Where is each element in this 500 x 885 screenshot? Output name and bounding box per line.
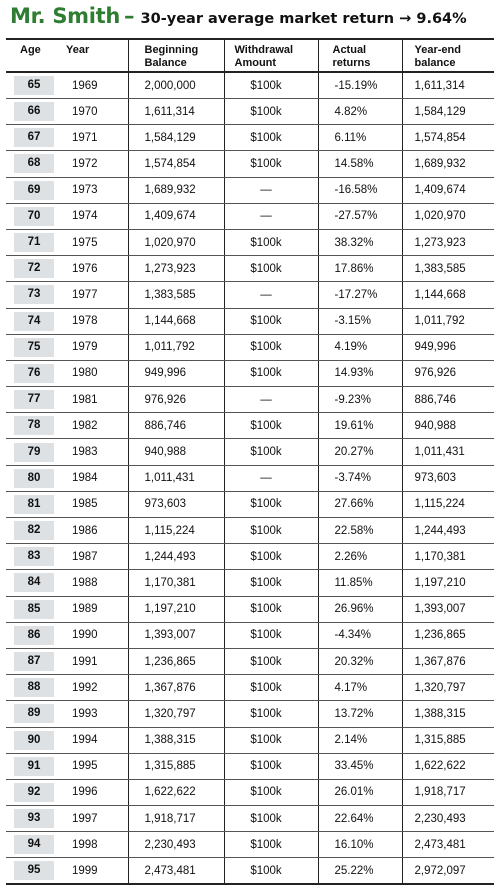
age-cell xyxy=(6,177,62,203)
table-row xyxy=(6,387,494,413)
withdrawal-amount-cell: $100k xyxy=(224,229,318,255)
returns-table xyxy=(6,38,494,885)
year-cell: 1995 xyxy=(62,753,128,779)
table-row xyxy=(6,334,494,360)
age-cell xyxy=(6,596,62,622)
age-cell xyxy=(6,832,62,858)
year-end-balance-cell: 1,011,431 xyxy=(402,439,494,465)
beginning-balance-cell: 976,926 xyxy=(128,387,224,413)
title-dash: – xyxy=(124,4,135,28)
age-badge: 70 xyxy=(14,207,54,226)
year-end-balance-cell: 1,115,224 xyxy=(402,491,494,517)
table-row xyxy=(6,465,494,491)
table-row xyxy=(6,491,494,517)
year-cell: 1984 xyxy=(62,465,128,491)
year-cell: 1974 xyxy=(62,203,128,229)
table-row xyxy=(6,439,494,465)
actual-returns-cell: -3.15% xyxy=(318,308,402,334)
beginning-balance-cell: 1,197,210 xyxy=(128,596,224,622)
client-name: Mr. Smith xyxy=(10,4,121,28)
age-badge: 92 xyxy=(14,783,54,802)
withdrawal-amount-cell: $100k xyxy=(224,806,318,832)
withdrawal-amount-cell: $100k xyxy=(224,832,318,858)
year-end-balance-cell: 1,409,674 xyxy=(402,177,494,203)
actual-returns-cell: 16.10% xyxy=(318,832,402,858)
beginning-balance-cell: 1,011,792 xyxy=(128,334,224,360)
beginning-balance-cell: 1,918,717 xyxy=(128,806,224,832)
withdrawal-amount-cell: $100k xyxy=(224,753,318,779)
age-cell xyxy=(6,779,62,805)
year-cell: 1992 xyxy=(62,675,128,701)
year-end-balance-cell: 1,574,854 xyxy=(402,125,494,151)
year-end-balance-cell: 1,388,315 xyxy=(402,701,494,727)
age-cell xyxy=(6,701,62,727)
withdrawal-amount-cell: — xyxy=(224,387,318,413)
actual-returns-cell: 17.86% xyxy=(318,256,402,282)
page-title xyxy=(10,4,467,34)
beginning-balance-cell: 1,115,224 xyxy=(128,518,224,544)
age-cell xyxy=(6,72,62,99)
age-cell xyxy=(6,544,62,570)
header-year: Year xyxy=(62,39,128,72)
year-end-balance-cell: 2,230,493 xyxy=(402,806,494,832)
table-row xyxy=(6,675,494,701)
year-cell: 1971 xyxy=(62,125,128,151)
age-cell xyxy=(6,648,62,674)
year-cell: 1970 xyxy=(62,99,128,125)
year-cell: 1972 xyxy=(62,151,128,177)
year-end-balance-cell: 1,622,622 xyxy=(402,753,494,779)
age-badge: 73 xyxy=(14,285,54,304)
year-end-balance-cell: 976,926 xyxy=(402,360,494,386)
table-row xyxy=(6,779,494,805)
beginning-balance-cell: 1,244,493 xyxy=(128,544,224,570)
withdrawal-amount-cell: $100k xyxy=(224,491,318,517)
table-row xyxy=(6,570,494,596)
header-year-end-balance: Year-end balance xyxy=(402,39,494,72)
table-row xyxy=(6,282,494,308)
age-badge: 94 xyxy=(14,835,54,854)
table-row xyxy=(6,753,494,779)
withdrawal-amount-cell: $100k xyxy=(224,72,318,99)
age-cell xyxy=(6,387,62,413)
age-badge: 79 xyxy=(14,443,54,462)
year-cell: 1993 xyxy=(62,701,128,727)
year-cell: 1988 xyxy=(62,570,128,596)
age-cell xyxy=(6,806,62,832)
table-row xyxy=(6,727,494,753)
year-cell: 1987 xyxy=(62,544,128,570)
year-end-balance-cell: 1,197,210 xyxy=(402,570,494,596)
withdrawal-amount-cell: $100k xyxy=(224,648,318,674)
year-cell: 1979 xyxy=(62,334,128,360)
age-cell xyxy=(6,465,62,491)
year-cell: 1990 xyxy=(62,622,128,648)
beginning-balance-cell: 1,236,865 xyxy=(128,648,224,674)
year-end-balance-cell: 1,244,493 xyxy=(402,518,494,544)
year-cell: 1975 xyxy=(62,229,128,255)
actual-returns-cell: 25.22% xyxy=(318,858,402,885)
year-cell: 1998 xyxy=(62,832,128,858)
age-badge: 87 xyxy=(14,652,54,671)
beginning-balance-cell: 886,746 xyxy=(128,413,224,439)
age-badge: 83 xyxy=(14,547,54,566)
age-cell xyxy=(6,858,62,885)
table-row xyxy=(6,360,494,386)
actual-returns-cell: 14.58% xyxy=(318,151,402,177)
age-cell xyxy=(6,99,62,125)
age-badge: 84 xyxy=(14,573,54,592)
year-end-balance-cell: 1,273,923 xyxy=(402,229,494,255)
beginning-balance-cell: 1,584,129 xyxy=(128,125,224,151)
actual-returns-cell: -3.74% xyxy=(318,465,402,491)
year-cell: 1981 xyxy=(62,387,128,413)
year-cell: 1985 xyxy=(62,491,128,517)
actual-returns-cell: 38.32% xyxy=(318,229,402,255)
age-cell xyxy=(6,413,62,439)
actual-returns-cell: 26.96% xyxy=(318,596,402,622)
year-cell: 1994 xyxy=(62,727,128,753)
age-cell xyxy=(6,308,62,334)
age-badge: 68 xyxy=(14,154,54,173)
beginning-balance-cell: 1,622,622 xyxy=(128,779,224,805)
year-cell: 1983 xyxy=(62,439,128,465)
title-subtitle: 30-year average market return → 9.64% xyxy=(140,11,467,27)
beginning-balance-cell: 1,315,885 xyxy=(128,753,224,779)
actual-returns-cell: -15.19% xyxy=(318,72,402,99)
table-row xyxy=(6,622,494,648)
actual-returns-cell: -9.23% xyxy=(318,387,402,413)
table-row xyxy=(6,151,494,177)
table-row xyxy=(6,806,494,832)
year-end-balance-cell: 1,011,792 xyxy=(402,308,494,334)
actual-returns-cell: 2.14% xyxy=(318,727,402,753)
actual-returns-cell: 2.26% xyxy=(318,544,402,570)
year-cell: 1986 xyxy=(62,518,128,544)
age-cell xyxy=(6,439,62,465)
year-cell: 1996 xyxy=(62,779,128,805)
beginning-balance-cell: 1,273,923 xyxy=(128,256,224,282)
age-badge: 72 xyxy=(14,259,54,278)
year-end-balance-cell: 973,603 xyxy=(402,465,494,491)
year-end-balance-cell: 1,144,668 xyxy=(402,282,494,308)
year-end-balance-cell: 949,996 xyxy=(402,334,494,360)
beginning-balance-cell: 1,367,876 xyxy=(128,675,224,701)
age-badge: 67 xyxy=(14,128,54,147)
actual-returns-cell: -17.27% xyxy=(318,282,402,308)
age-cell xyxy=(6,256,62,282)
withdrawal-amount-cell: $100k xyxy=(224,439,318,465)
year-end-balance-cell: 2,473,481 xyxy=(402,832,494,858)
table-row xyxy=(6,72,494,99)
beginning-balance-cell: 1,388,315 xyxy=(128,727,224,753)
table-row xyxy=(6,413,494,439)
actual-returns-cell: 27.66% xyxy=(318,491,402,517)
year-cell: 1982 xyxy=(62,413,128,439)
actual-returns-cell: 20.32% xyxy=(318,648,402,674)
year-end-balance-cell: 1,918,717 xyxy=(402,779,494,805)
beginning-balance-cell: 973,603 xyxy=(128,491,224,517)
year-cell: 1976 xyxy=(62,256,128,282)
withdrawal-amount-cell: $100k xyxy=(224,413,318,439)
age-badge: 81 xyxy=(14,495,54,514)
beginning-balance-cell: 1,020,970 xyxy=(128,229,224,255)
table-row xyxy=(6,596,494,622)
age-cell xyxy=(6,151,62,177)
actual-returns-cell: 33.45% xyxy=(318,753,402,779)
actual-returns-cell: -4.34% xyxy=(318,622,402,648)
withdrawal-amount-cell: $100k xyxy=(224,308,318,334)
table-row xyxy=(6,832,494,858)
actual-returns-cell: 22.64% xyxy=(318,806,402,832)
actual-returns-cell: 20.27% xyxy=(318,439,402,465)
age-cell xyxy=(6,491,62,517)
year-end-balance-cell: 940,988 xyxy=(402,413,494,439)
table-row xyxy=(6,858,494,885)
year-end-balance-cell: 1,611,314 xyxy=(402,72,494,99)
year-end-balance-cell: 2,972,097 xyxy=(402,858,494,885)
beginning-balance-cell: 940,988 xyxy=(128,439,224,465)
year-cell: 1980 xyxy=(62,360,128,386)
year-end-balance-cell: 1,020,970 xyxy=(402,203,494,229)
table-row xyxy=(6,99,494,125)
table-row xyxy=(6,229,494,255)
withdrawal-amount-cell: $100k xyxy=(224,622,318,648)
year-end-balance-cell: 886,746 xyxy=(402,387,494,413)
withdrawal-amount-cell: $100k xyxy=(224,518,318,544)
age-badge: 85 xyxy=(14,600,54,619)
actual-returns-cell: -27.57% xyxy=(318,203,402,229)
withdrawal-amount-cell: $100k xyxy=(224,151,318,177)
year-end-balance-cell: 1,236,865 xyxy=(402,622,494,648)
actual-returns-cell: 13.72% xyxy=(318,701,402,727)
table-row xyxy=(6,203,494,229)
age-cell xyxy=(6,675,62,701)
age-badge: 77 xyxy=(14,390,54,409)
age-badge: 88 xyxy=(14,678,54,697)
table-header-row xyxy=(6,39,494,72)
header-withdrawal-amount: Withdrawal Amount xyxy=(224,39,318,72)
beginning-balance-cell: 2,000,000 xyxy=(128,72,224,99)
age-cell xyxy=(6,125,62,151)
table-row xyxy=(6,544,494,570)
year-cell: 1977 xyxy=(62,282,128,308)
beginning-balance-cell: 1,383,585 xyxy=(128,282,224,308)
beginning-balance-cell: 1,574,854 xyxy=(128,151,224,177)
withdrawal-amount-cell: $100k xyxy=(224,675,318,701)
age-cell xyxy=(6,282,62,308)
beginning-balance-cell: 1,011,431 xyxy=(128,465,224,491)
year-end-balance-cell: 1,584,129 xyxy=(402,99,494,125)
withdrawal-amount-cell: $100k xyxy=(224,544,318,570)
age-cell xyxy=(6,334,62,360)
year-cell: 1969 xyxy=(62,72,128,99)
age-badge: 93 xyxy=(14,809,54,828)
age-badge: 82 xyxy=(14,521,54,540)
actual-returns-cell: 14.93% xyxy=(318,360,402,386)
beginning-balance-cell: 1,611,314 xyxy=(128,99,224,125)
age-badge: 66 xyxy=(14,102,54,121)
beginning-balance-cell: 1,689,932 xyxy=(128,177,224,203)
age-badge: 89 xyxy=(14,704,54,723)
withdrawal-amount-cell: $100k xyxy=(224,727,318,753)
withdrawal-amount-cell: $100k xyxy=(224,858,318,885)
age-badge: 75 xyxy=(14,338,54,357)
age-cell xyxy=(6,203,62,229)
age-badge: 91 xyxy=(14,757,54,776)
year-cell: 1999 xyxy=(62,858,128,885)
withdrawal-amount-cell: $100k xyxy=(224,256,318,282)
age-cell xyxy=(6,727,62,753)
table-row xyxy=(6,648,494,674)
year-end-balance-cell: 1,367,876 xyxy=(402,648,494,674)
withdrawal-amount-cell: $100k xyxy=(224,125,318,151)
age-badge: 74 xyxy=(14,312,54,331)
year-cell: 1973 xyxy=(62,177,128,203)
withdrawal-amount-cell: — xyxy=(224,465,318,491)
year-end-balance-cell: 1,383,585 xyxy=(402,256,494,282)
age-badge: 78 xyxy=(14,416,54,435)
withdrawal-amount-cell: $100k xyxy=(224,779,318,805)
actual-returns-cell: 19.61% xyxy=(318,413,402,439)
beginning-balance-cell: 1,170,381 xyxy=(128,570,224,596)
beginning-balance-cell: 2,230,493 xyxy=(128,832,224,858)
age-badge: 76 xyxy=(14,364,54,383)
age-badge: 95 xyxy=(14,861,54,880)
beginning-balance-cell: 949,996 xyxy=(128,360,224,386)
withdrawal-amount-cell: $100k xyxy=(224,596,318,622)
withdrawal-amount-cell: — xyxy=(224,203,318,229)
actual-returns-cell: -16.58% xyxy=(318,177,402,203)
actual-returns-cell: 22.58% xyxy=(318,518,402,544)
withdrawal-amount-cell: — xyxy=(224,177,318,203)
age-badge: 86 xyxy=(14,626,54,645)
age-badge: 65 xyxy=(14,76,54,95)
age-badge: 90 xyxy=(14,731,54,750)
beginning-balance-cell: 2,473,481 xyxy=(128,858,224,885)
withdrawal-amount-cell: $100k xyxy=(224,334,318,360)
age-cell xyxy=(6,753,62,779)
actual-returns-cell: 4.19% xyxy=(318,334,402,360)
year-cell: 1989 xyxy=(62,596,128,622)
actual-returns-cell: 4.17% xyxy=(318,675,402,701)
actual-returns-cell: 6.11% xyxy=(318,125,402,151)
age-cell xyxy=(6,518,62,544)
beginning-balance-cell: 1,144,668 xyxy=(128,308,224,334)
table-body xyxy=(6,72,494,884)
age-badge: 80 xyxy=(14,469,54,488)
header-age: Age xyxy=(6,39,62,72)
header-actual-returns: Actual returns xyxy=(318,39,402,72)
year-end-balance-cell: 1,320,797 xyxy=(402,675,494,701)
age-cell xyxy=(6,229,62,255)
year-cell: 1978 xyxy=(62,308,128,334)
year-cell: 1991 xyxy=(62,648,128,674)
actual-returns-cell: 11.85% xyxy=(318,570,402,596)
beginning-balance-cell: 1,409,674 xyxy=(128,203,224,229)
table-row xyxy=(6,701,494,727)
beginning-balance-cell: 1,320,797 xyxy=(128,701,224,727)
withdrawal-amount-cell: — xyxy=(224,282,318,308)
age-badge: 69 xyxy=(14,181,54,200)
beginning-balance-cell: 1,393,007 xyxy=(128,622,224,648)
table-row xyxy=(6,177,494,203)
age-cell xyxy=(6,360,62,386)
year-end-balance-cell: 1,170,381 xyxy=(402,544,494,570)
withdrawal-amount-cell: $100k xyxy=(224,701,318,727)
table-row xyxy=(6,308,494,334)
year-end-balance-cell: 1,315,885 xyxy=(402,727,494,753)
table-row xyxy=(6,256,494,282)
year-end-balance-cell: 1,689,932 xyxy=(402,151,494,177)
age-cell xyxy=(6,622,62,648)
table-row xyxy=(6,125,494,151)
header-beginning-balance: Beginning Balance xyxy=(128,39,224,72)
table-row xyxy=(6,518,494,544)
withdrawal-amount-cell: $100k xyxy=(224,99,318,125)
year-cell: 1997 xyxy=(62,806,128,832)
withdrawal-amount-cell: $100k xyxy=(224,570,318,596)
year-end-balance-cell: 1,393,007 xyxy=(402,596,494,622)
age-badge: 71 xyxy=(14,233,54,252)
withdrawal-amount-cell: $100k xyxy=(224,360,318,386)
actual-returns-cell: 4.82% xyxy=(318,99,402,125)
age-cell xyxy=(6,570,62,596)
actual-returns-cell: 26.01% xyxy=(318,779,402,805)
